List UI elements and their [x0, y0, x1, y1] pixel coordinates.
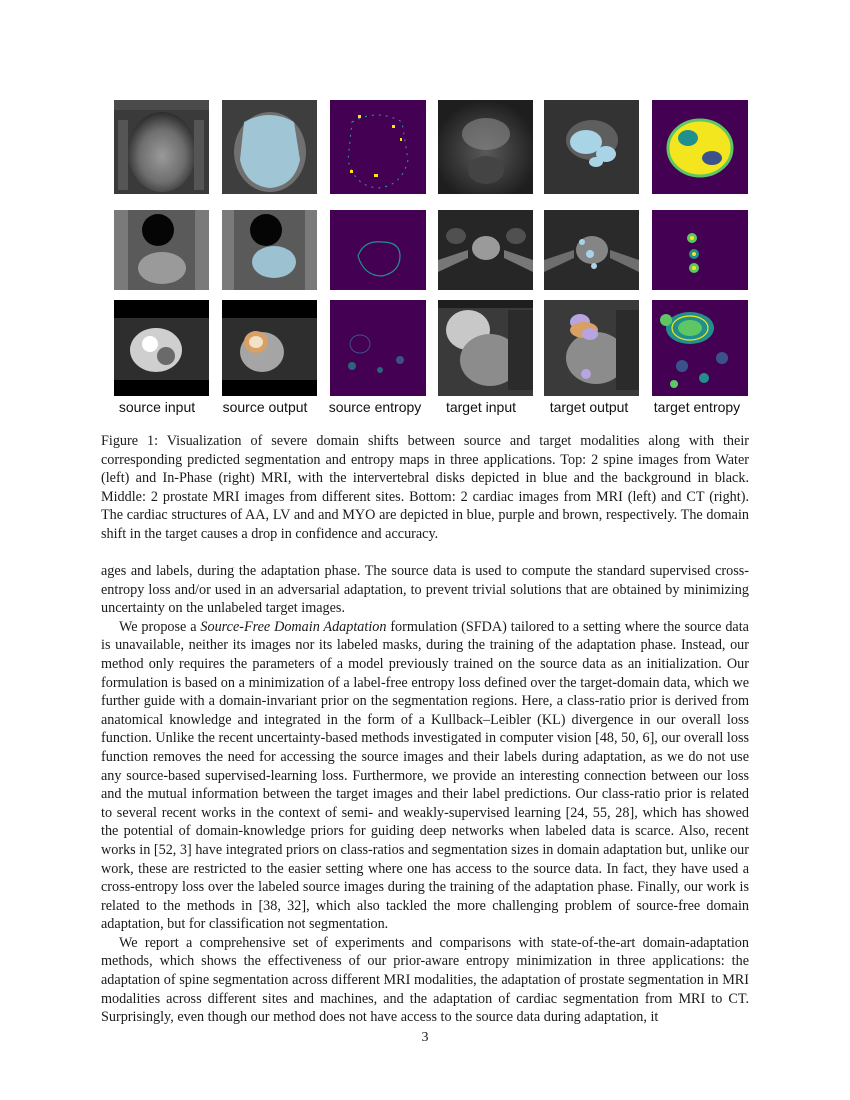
- paragraph-2-start: We propose a: [119, 618, 201, 635]
- paragraph-2: [101, 618, 749, 934]
- paragraph-3: We report a comprehensive set of experiments and comparisons with state-of-the-art domain-adaptation methods, which shows the effectiveness of our prior-aware entropy minimization in three applications: the adaptation of spine segmentation across different MRI modalities, the adaptation of prostate segmentation in MRI modalities across different sites and machines, and the adaptation of cardiac segmentation from MRI to CT. Surprisingly, even though our method does not have access to the source data during adaptation, it: [101, 934, 749, 1026]
- spine-source-input-image: [114, 100, 209, 194]
- column-label-target-input: target input: [445, 399, 517, 415]
- spine-target-output-image: [544, 100, 639, 194]
- figure-row-cardiac: [114, 300, 748, 396]
- cardiac-target-input-image: [438, 300, 533, 396]
- paragraph-1: ages and labels, during the adaptation phase. The source data is used to compute the standard supervised cross-entropy loss and/or used in an adversarial adaptation, to prevent trivial solutions that are obtained by minimizing uncertainty on the unlabeled target images.: [101, 563, 749, 617]
- prostate-target-input-image: [438, 210, 533, 290]
- column-label-source-output: source output: [222, 399, 308, 415]
- spine-target-input-image: [438, 100, 533, 194]
- sfda-term: Source-Free Domain Adaptation: [200, 618, 387, 635]
- figure-row-prostate: [114, 210, 748, 290]
- column-label-target-entropy: target entropy: [653, 399, 741, 415]
- column-label-source-input: source input: [118, 399, 196, 415]
- spine-source-entropy-map: [330, 100, 426, 194]
- cardiac-target-entropy-map: [652, 300, 748, 396]
- prostate-source-output-image: [222, 210, 317, 290]
- column-label-target-output: target output: [549, 399, 629, 415]
- spine-target-entropy-map: [652, 100, 748, 194]
- figure-caption: Figure 1: Visualization of severe domain shifts between source and target modalities along with their corresponding predicted segmentation and entropy maps in three applications. Top: 2 spine images from Water (left) and In-Phase (right) MRI, with the intervertebral disks depicted in blue and the background in black. Middle: 2 prostate MRI images from different sites. Bottom: 2 cardiac images from MRI (left) and CT (right). The cardiac structures of AA, LV and and MYO are depicted in blue, purple and brown, respectively. The domain shift in the target causes a drop in confidence and accuracy.: [101, 433, 749, 542]
- cardiac-source-entropy-map: [330, 300, 426, 396]
- prostate-target-output-image: [544, 210, 639, 290]
- figure-1: [114, 100, 748, 420]
- cardiac-source-output-image: [222, 300, 317, 396]
- prostate-source-input-image: [114, 210, 209, 290]
- spine-source-output-image: [222, 100, 317, 194]
- prostate-source-entropy-map: [330, 210, 426, 290]
- prostate-target-entropy-map: [652, 210, 748, 290]
- cardiac-source-input-image: [114, 300, 209, 396]
- figure-column-labels: [100, 399, 760, 417]
- page-number: 3: [421, 1030, 429, 1045]
- cardiac-target-output-image: [544, 300, 639, 396]
- figure-row-spine: [114, 100, 748, 194]
- body-text: [101, 562, 749, 1027]
- paragraph-2-rest: formulation (SFDA) tailored to a setting where the source data is unavailable, neither its images nor its labeled masks, during the training of the adaptation phase. Instead, our method only requires the parameters of a model previously trained on the source data as an initialization. Our formulation is based on a minimization of a label-free entropy loss defined over the target-domain data, which we further guide with a domain-invariant prior on the segmentation regions. Here, a class-ratio prior is derived from anatomical knowledge and integrated in the form of a Kullback–Leibler (KL) divergence in our overall loss function. Unlike the recent uncertainty-based methods investigated in computer vision [48, 50, 6], our overall loss function removes the need for accessing the source images and their labels during adaptation, as we do not use any source-based supervised-learning loss. Furthermore, we provide an interesting connection between our loss and the mutual information between the target images and their label predictions. Our class-ratio prior is related to several recent works in the context of semi- and weakly-supervised learning [24, 55, 28], which has showed the potential of domain-knowledge priors for guiding deep networks when labeled data is scarce. Also, recent works in [52, 3] have integrated priors on class-ratios and segmentation sizes in domain adaptation but, unlike our work, these are restricted to the easier setting where one has access to the source data. In fact, they have used a cross-entropy loss over the labeled source images during the training of the adaptation phase. Finally, our work is related to the methods in [38, 32], which also tackled the more challenging problem of source-free domain adaptation, but for classification not segmentation.: [101, 618, 749, 933]
- column-label-source-entropy: source entropy: [328, 399, 422, 415]
